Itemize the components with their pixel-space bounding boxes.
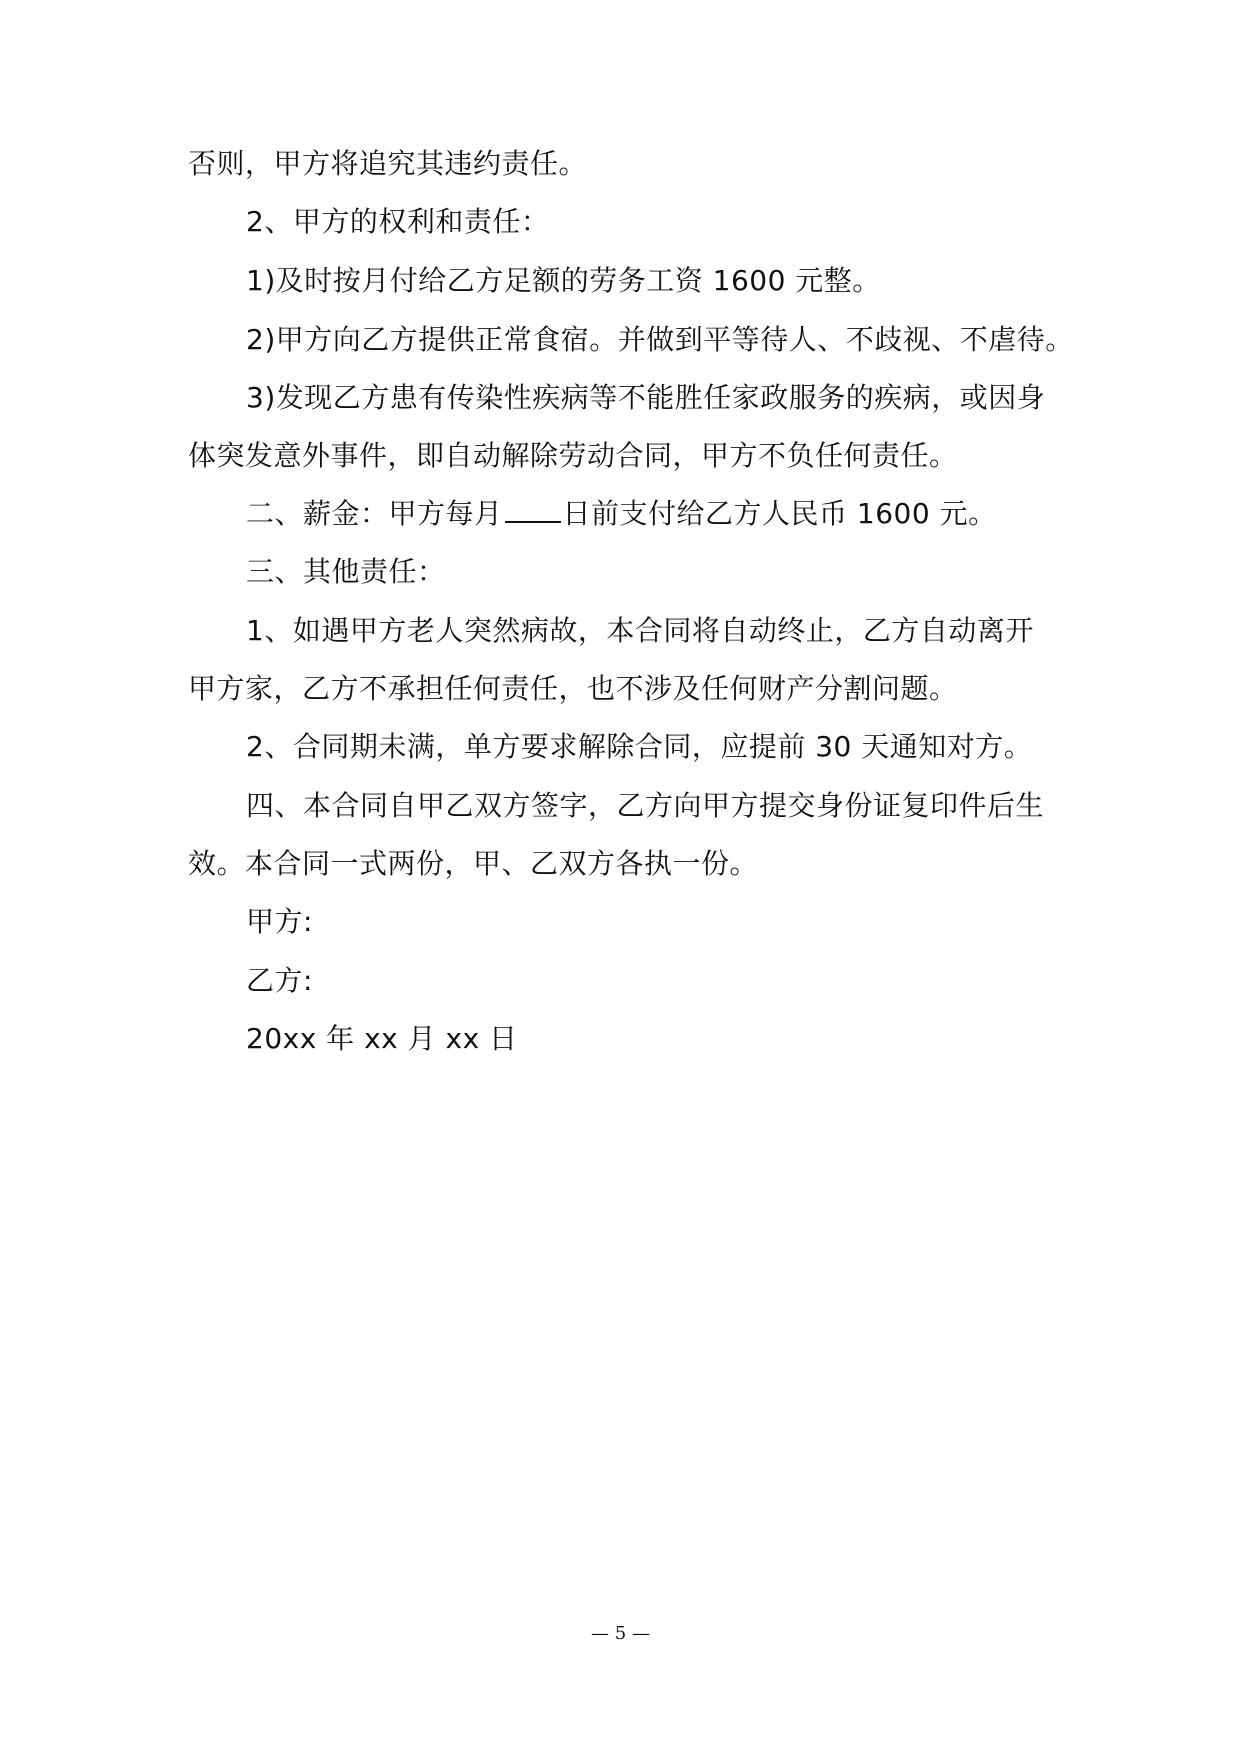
paragraph-line: 2)甲方向乙方提供正常食宿。并做到平等待人、不歧视、不虐待。 [246,323,1074,356]
paragraph-line: 2、甲方的权利和责任： [246,205,550,238]
paragraph-line: 否则，甲方将追究其违约责任。 [188,147,588,180]
paragraph-line: 1)及时按月付给乙方足额的劳务工资 1600 元整。 [246,264,881,297]
paragraph-line: 四、本合同自甲乙双方签字，乙方向甲方提交身份证复印件后生 [246,789,1045,822]
salary-text-after: 日前支付给乙方人民币 1600 元。 [562,497,997,530]
party-b-signature-label: 乙方: [246,964,313,997]
fill-in-blank [505,495,561,523]
page-number: — 5 — [591,1623,650,1644]
salary-line [246,494,1126,534]
paragraph-line: 三、其他责任： [246,555,446,588]
paragraph-line: 效。本合同一式两份，甲、乙双方各执一份。 [188,847,759,880]
paragraph-line: 1、如遇甲方老人突然病故，本合同将自动终止，乙方自动离开 [246,614,1034,647]
paragraph-line: 3)发现乙方患有传染性疾病等不能胜任家政服务的疾病，或因身 [246,381,1046,414]
paragraph-line: 2、合同期未满，单方要求解除合同，应提前 30 天通知对方。 [246,730,1033,763]
salary-text-before: 二、薪金：甲方每月 [246,497,503,530]
paragraph-line: 体突发意外事件，即自动解除劳动合同，甲方不负任何责任。 [188,439,958,472]
paragraph-line: 甲方家，乙方不承担任何责任，也不涉及任何财产分割问题。 [188,672,958,705]
party-a-signature-label: 甲方: [246,905,313,938]
date-line: 20xx 年 xx 月 xx 日 [246,1022,518,1055]
